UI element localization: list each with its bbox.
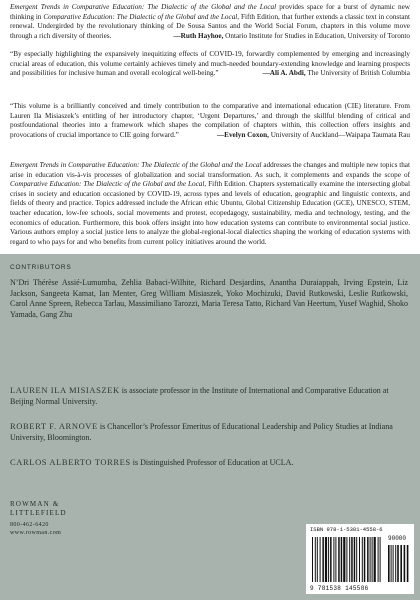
- author-name: LAUREN ILA MISIASZEK: [10, 385, 120, 395]
- barcode-bars: [306, 533, 414, 583]
- book-description: Emergent Trends in Comparative Education: The Dialectic of the Global and the Local addresses the changes and multiple new topics that arise in education vis-à-vis processes of globalization and social transformation. As such, it complements and expands the scope of Comparative Education: The Dialectic of the Global and the Local, Fifth Edition. Chapters systematically examine the intersecting global crises in society and education occasioned by COVID-19, across types and levels of education, geographic and linguistic contexts, and fields of theory and practice. Topics addressed include the African ethic Ubuntu, Global Citizenship Education (GCE), UNESCO, STEM, teacher education, low-fee schools, social movements and protest, ecopedagogy, sustainability, media and technology, testing, and the economics of education. Furthermore, this book offers insight into how education systems can contribute to environmental social justice. Various authors employ a social justice lens to analyze the global-regional-local dialectics shaping the working of education systems with regard to who pays for and who benefits from current policy initiatives around the world.: [10, 161, 410, 246]
- publisher-url: www.rowman.com: [10, 530, 62, 536]
- barcode-bar: [354, 537, 356, 582]
- price-bar: [404, 545, 406, 582]
- barcode-bar: [359, 537, 360, 582]
- barcode-bar: [374, 537, 376, 582]
- barcode-bar: [335, 537, 336, 582]
- blurb-abdi: “By especially highlighting the expansively inequitizing effects of COVID-19, forwardly complemented by emerging and increasingly crucial areas of education, this volume certainly achieves timely and much-needed boundary-extending knowledge and learning prospects and possibilities for inclusive human and overall ecological well-being.” —Ali A. Abdi, The University of British Columbia: [10, 50, 410, 78]
- barcode-bar: [367, 537, 369, 582]
- price-bar: [395, 545, 396, 582]
- publisher-phone: 800-462-6420: [10, 522, 49, 528]
- barcode-bar: [322, 537, 324, 582]
- barcode-bar: [328, 537, 329, 582]
- barcode-bar: [349, 537, 350, 582]
- price-bar: [397, 545, 399, 582]
- barcode-bar: [317, 537, 318, 582]
- bio-arnove: ROBERT F. ARNOVE is Chancellor’s Professor Emeritus of Educational Leadership and Policy Studies at Indiana University, Bloomington.: [10, 421, 393, 442]
- blurb-hayhoe: Emergent Trends in Comparative Education: The Dialectic of the Global and the Local provides space for a burst of dynamic new thinking in Comparative Education: The Dialectic of the Global and the Local, Fifth Edition, that further extends a classic text in constant renewal. Undergirded by the revolutionary thinking of De Sousa Santos and the World Social Forum, chapters in this volume move through a rich diversity of theories. —Ruth Hayhoe, Ontario Institute for Studies in Education, University of Toronto: [10, 3, 411, 40]
- barcode-bar: [362, 537, 363, 582]
- barcode-bar: [315, 537, 316, 582]
- author-name: ROBERT F. ARNOVE: [10, 421, 98, 431]
- bio-torres: CARLOS ALBERTO TORRES is Distinguished Professor of Education at UCLA.: [10, 457, 294, 467]
- barcode-bar: [370, 537, 371, 582]
- barcode-bar: [341, 537, 343, 582]
- price-bar: [393, 545, 394, 582]
- barcode-bar: [343, 537, 345, 582]
- barcode-bar: [364, 537, 366, 582]
- barcode-bar: [351, 537, 353, 582]
- barcode-bar: [330, 537, 332, 582]
- price-bar: [388, 545, 390, 582]
- barcode-bar: [356, 537, 357, 582]
- price-bar: [407, 545, 409, 582]
- publisher-logo: ROWMAN & LITTLEFIELD 800-462-6420 www.rowman.com: [10, 500, 130, 537]
- isbn-barcode: [306, 524, 414, 594]
- barcode-bar: [320, 537, 321, 582]
- barcode-bar: [325, 537, 327, 582]
- bio-misiaszek: LAUREN ILA MISIASZEK is associate professor in the Institute of International and Comparative Education at Beijing Normal University.: [10, 385, 389, 406]
- ean-digits: 9 781538 145586: [310, 585, 369, 592]
- barcode-bar: [333, 537, 334, 582]
- barcode-bar: [380, 537, 381, 582]
- price-bar: [391, 545, 392, 582]
- barcode-bar: [312, 537, 313, 582]
- blurb-coxon: “This volume is a brilliantly conceived and timely contribution to the comparative and international education (CIE) literature. From Lauren Ila Misiaszek’s entitling of her introductory chapter, ‘Urgent Departures,’ and through the skillful blending of critical and postfoundational theories into a framework which shapes the compilation of chapters within, this collection offers insights and provocations of crucial importance to CIE going forward.” —Evelyn Coxon, University of Auckland—Waipapa Taumata Rau: [10, 102, 410, 139]
- contributors-heading: CONTRIBUTORS: [10, 264, 72, 271]
- barcode-bar: [372, 537, 373, 582]
- barcode-bar: [338, 537, 340, 582]
- barcode-bar: [378, 537, 379, 582]
- book-title: Emergent Trends in Comparative Education: The Dialectic of the Global and the Local: [10, 3, 277, 11]
- contributors-list: N’Dri Thérèse Assié-Lumumba, Zehlia Babaci-Wilhite, Richard Desjardins, Anantha Duraiappah, Irving Epstein, Liz Jackson, Sangeeta Kamat, Ian Menter, Greg William Misiaszek, Yoko Mochizuki, David Rutkowski, Leslie Rutkowski, Carol Anne Spreen, Rebecca Tarlau, Massimiliano Tarozzi, Maria Teresa Tatto, Richard Van Heertum, Yusef Waghid, Shoko Yamada, Gang Zhu: [10, 278, 408, 319]
- price-code: 90000: [388, 535, 407, 542]
- barcode-bar: [346, 537, 347, 582]
- blurb-panel: [0, 0, 420, 254]
- author-name: CARLOS ALBERTO TORRES: [10, 457, 131, 467]
- isbn-label: ISBN 978-1-5381-4558-6: [310, 526, 383, 533]
- price-bar: [400, 545, 402, 582]
